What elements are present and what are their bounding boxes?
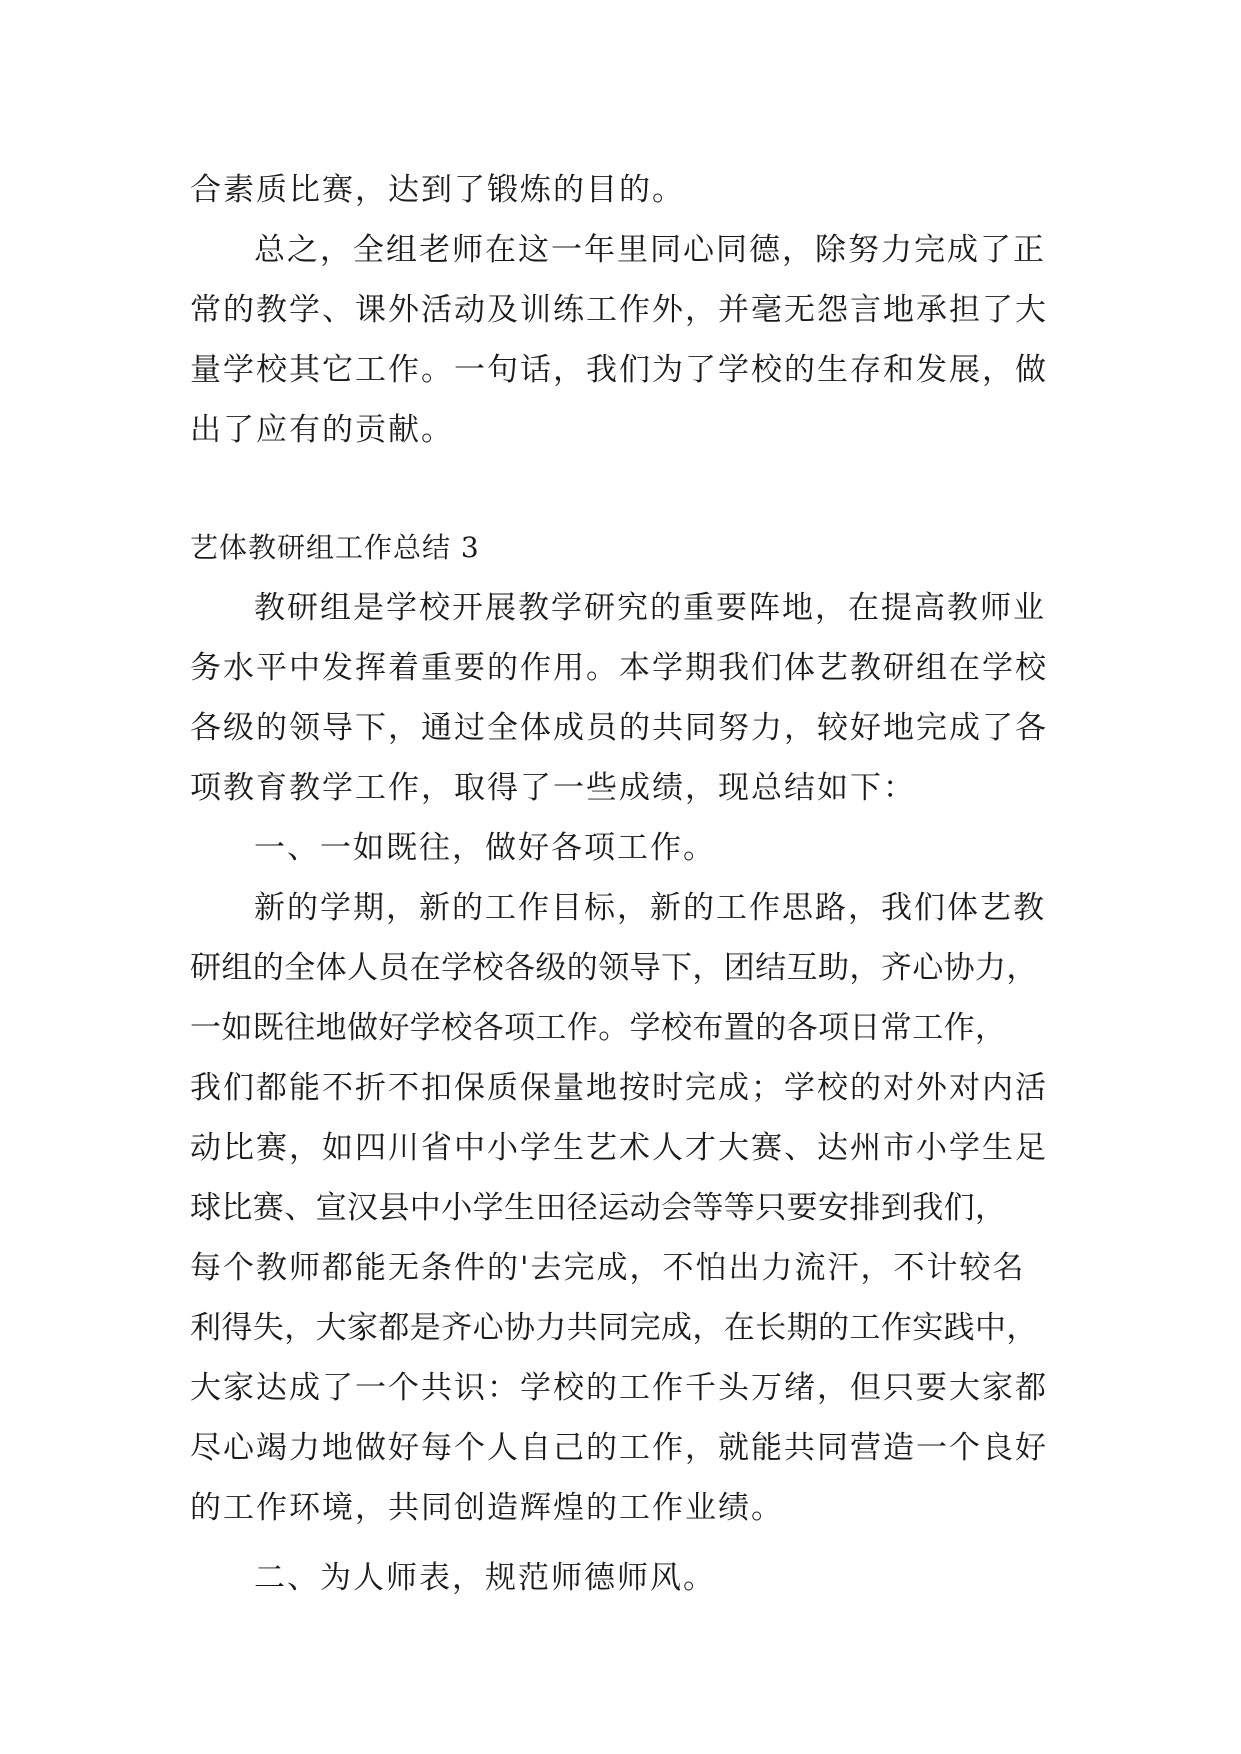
paragraph-line: 大家达成了一个共识：学校的工作千头万绪，但只要大家都 (190, 1370, 1048, 1406)
paragraph-line: 项教育教学工作，取得了一些成绩，现总结如下： (190, 770, 916, 806)
paragraph-line: 每个教师都能无条件的'去完成，不怕出力流汗，不计较名 (190, 1250, 1026, 1286)
document-page (190, 160, 1050, 1608)
paragraph-line: 我们都能不折不扣保质保量地按时完成；学校的对外对内活 (190, 1070, 1048, 1106)
section-title: 艺体教研组工作总结 3 (190, 531, 480, 564)
paragraph-line: 合素质比赛，达到了锻炼的目的。 (190, 172, 685, 208)
section-gap (190, 460, 1050, 518)
paragraph-line: 研组的全体人员在学校各级的领导下，团结互助，齐心协力， (190, 950, 1038, 986)
paragraph-line: 总之，全组老师在这一年里同心同德，除努力完成了正 (254, 232, 1046, 268)
paragraph-line: 各级的领导下，通过全体成员的共同努力，较好地完成了各 (190, 710, 1048, 746)
paragraph-line: 动比赛，如四川省中小学生艺术人才大赛、达州市小学生足 (190, 1130, 1048, 1166)
paragraph-line: 一如既往地做好学校各项工作。学校布置的各项日常工作， (190, 1010, 1007, 1046)
paragraph-line: 出了应有的贡献。 (190, 412, 454, 448)
paragraph-line: 球比赛、宣汉县中小学生田径运动会等等只要安排到我们， (190, 1190, 1007, 1226)
paragraph-line: 新的学期，新的工作目标，新的工作思路，我们体艺教 (254, 890, 1046, 926)
paragraph-line: 教研组是学校开展教学研究的重要阵地，在提高教师业 (254, 590, 1046, 626)
paragraph-line: 务水平中发挥着重要的作用。本学期我们体艺教研组在学校 (190, 650, 1048, 686)
subheading-two: 二、为人师表，规范师德师风。 (254, 1560, 716, 1596)
paragraph-intro (190, 578, 1050, 818)
paragraph-summary (190, 220, 1050, 460)
paragraph-line: 尽心竭力地做好每个人自己的工作，就能共同营造一个良好 (190, 1430, 1048, 1466)
paragraph-body (190, 878, 1050, 1538)
paragraph-line: 常的教学、课外活动及训练工作外，并毫无怨言地承担了大 (190, 292, 1048, 328)
paragraph-line: 量学校其它工作。一句话，我们为了学校的生存和发展，做 (190, 352, 1048, 388)
paragraph-line: 利得失，大家都是齐心协力共同完成，在长期的工作实践中， (190, 1310, 1038, 1346)
subheading-one: 一、一如既往，做好各项工作。 (254, 830, 716, 866)
paragraph-line: 的工作环境，共同创造辉煌的工作业绩。 (190, 1490, 784, 1526)
